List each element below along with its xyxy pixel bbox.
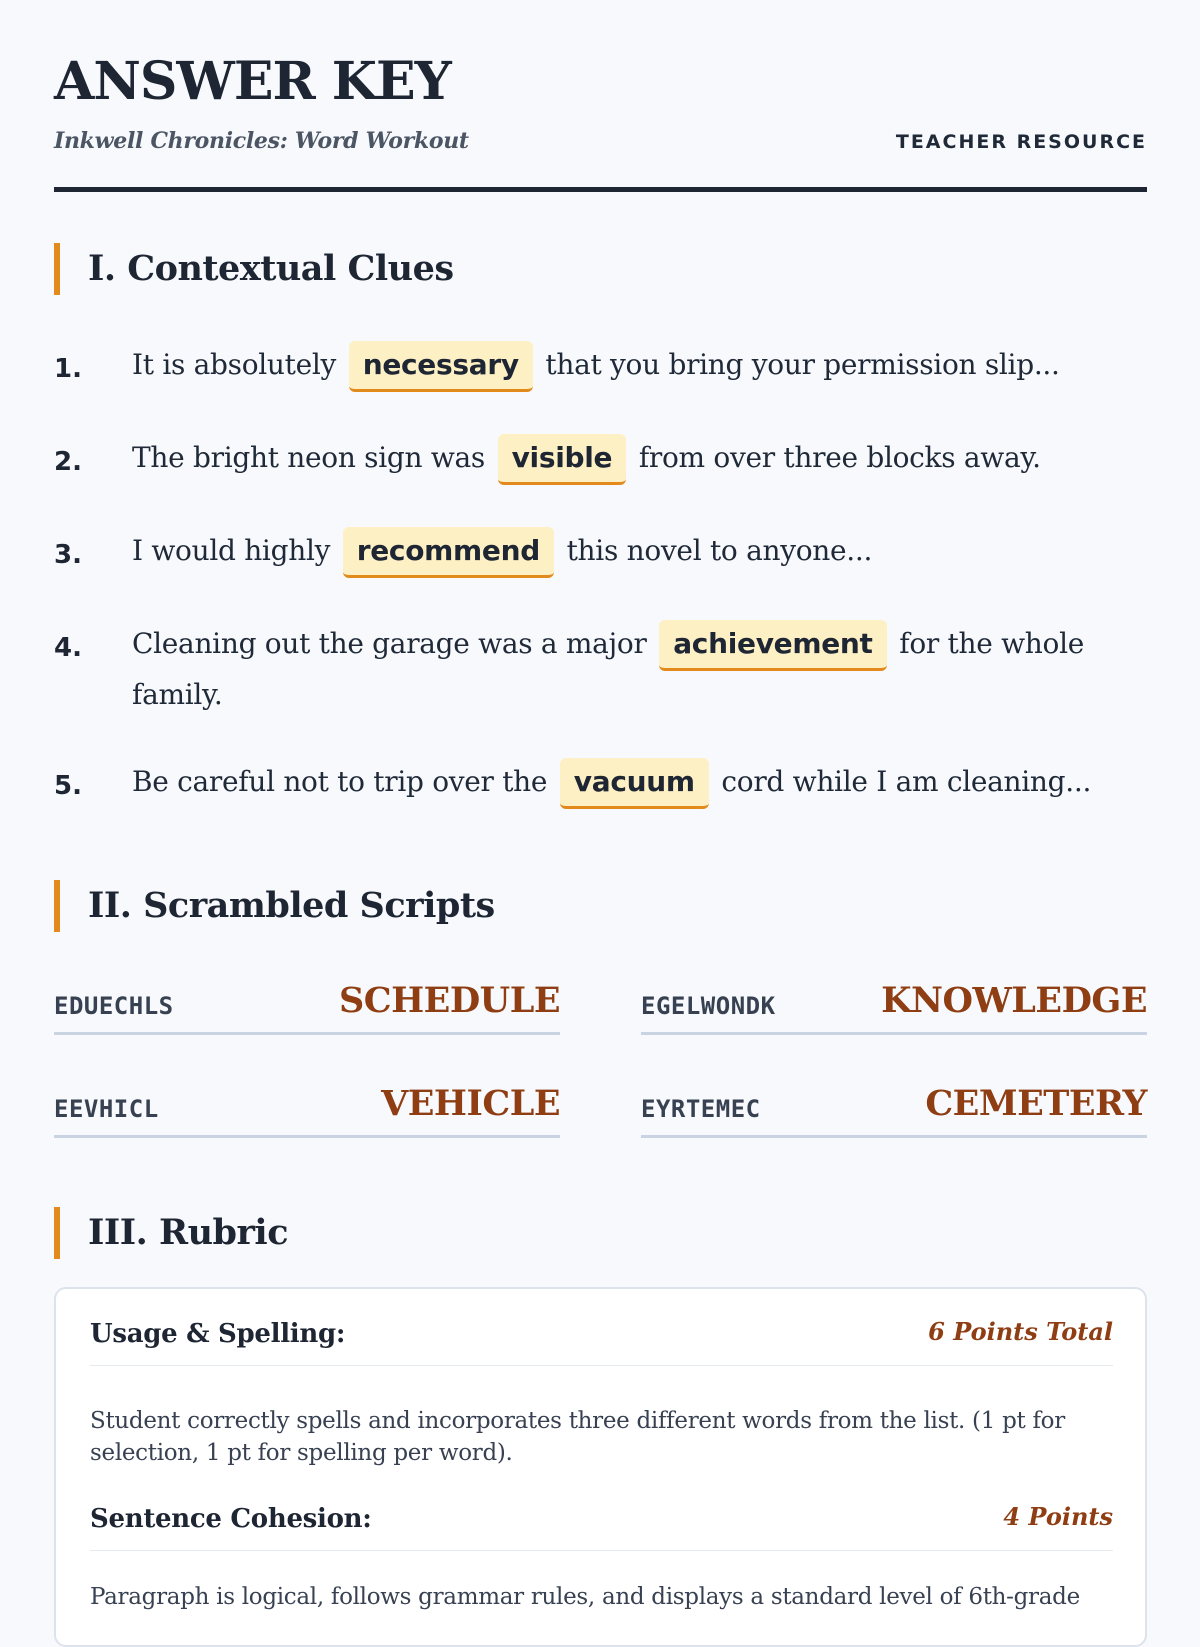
- clue-answer: necessary: [349, 341, 533, 392]
- clue-sentence: [132, 758, 1147, 809]
- rubric-criterion: Sentence Cohesion:: [90, 1504, 372, 1534]
- clue-answer: recommend: [343, 527, 554, 578]
- unscrambled-word: KNOWLEDGE: [881, 980, 1147, 1021]
- clue-sentence: [132, 434, 1147, 485]
- unscrambled-word: SCHEDULE: [338, 980, 560, 1021]
- page-title: ANSWER KEY: [54, 51, 451, 112]
- scrambled-code: EEVHICL: [54, 1095, 159, 1123]
- clue-answer: achievement: [659, 620, 886, 671]
- rubric-criterion: Usage & Spelling:: [90, 1319, 346, 1349]
- clue-number: 4.: [54, 633, 82, 663]
- clue-sentence: [132, 620, 1147, 719]
- clue-text-before: I would highly: [132, 534, 331, 567]
- clue-text-after: from over three blocks away.: [638, 441, 1041, 474]
- clue-answer: visible: [498, 434, 627, 485]
- section-heading-scrambled: II. Scrambled Scripts: [54, 880, 495, 932]
- rubric-points: 4 Points: [1003, 1502, 1113, 1531]
- clue-item: [54, 620, 1147, 719]
- clue-text-after: that you bring your permission slip...: [545, 348, 1060, 381]
- clue-sentence: [132, 341, 1147, 392]
- clue-item: [54, 527, 1147, 578]
- clue-text-after: for the whole family.: [132, 627, 1084, 711]
- scramble-item: [54, 970, 560, 1035]
- clue-text-before: The bright neon sign was: [132, 441, 485, 474]
- rubric-description: Student correctly spells and incorporates three different words from the list. (1 pt for selection, 1 pt for spelling per word).: [90, 1408, 1065, 1466]
- header-rule: [54, 187, 1147, 192]
- scramble-item: [641, 970, 1147, 1035]
- clue-item: [54, 434, 1147, 485]
- clue-number: 2.: [54, 447, 82, 477]
- section-heading-rubric: III. Rubric: [54, 1207, 288, 1259]
- clue-answer: vacuum: [560, 758, 709, 809]
- rubric-card: [54, 1287, 1147, 1647]
- rubric-points: 6 Points Total: [928, 1317, 1113, 1346]
- clue-sentence: [132, 527, 1147, 578]
- rubric-row-header: [90, 1490, 1113, 1551]
- scrambled-code: EGELWONDK: [641, 992, 776, 1020]
- scramble-item: [641, 1073, 1147, 1138]
- section-heading-contextual: I. Contextual Clues: [54, 243, 454, 295]
- resource-tag: TEACHER RESOURCE: [895, 131, 1147, 153]
- clue-number: 3.: [54, 540, 82, 570]
- clue-text-after: cord while I am cleaning...: [721, 765, 1092, 798]
- scrambled-code: EYRTEMEC: [641, 1095, 761, 1123]
- clue-text-before: Cleaning out the garage was a major: [132, 627, 647, 660]
- page-subtitle: Inkwell Chronicles: Word Workout: [54, 128, 469, 154]
- rubric-row-header: [90, 1305, 1113, 1366]
- unscrambled-word: VEHICLE: [381, 1083, 560, 1124]
- clue-item: [54, 341, 1147, 392]
- scrambled-code: EDUECHLS: [54, 992, 174, 1020]
- scramble-item: [54, 1073, 560, 1138]
- clue-number: 1.: [54, 354, 82, 384]
- clue-text-after: this novel to anyone...: [566, 534, 873, 567]
- clue-text-before: It is absolutely: [132, 348, 337, 381]
- clue-number: 5.: [54, 771, 82, 801]
- clue-text-before: Be careful not to trip over the: [132, 765, 548, 798]
- unscrambled-word: CEMETERY: [925, 1083, 1147, 1124]
- clue-item: [54, 758, 1147, 809]
- rubric-description: Paragraph is logical, follows grammar rules, and displays a standard level of 6th-grade: [90, 1584, 1080, 1610]
